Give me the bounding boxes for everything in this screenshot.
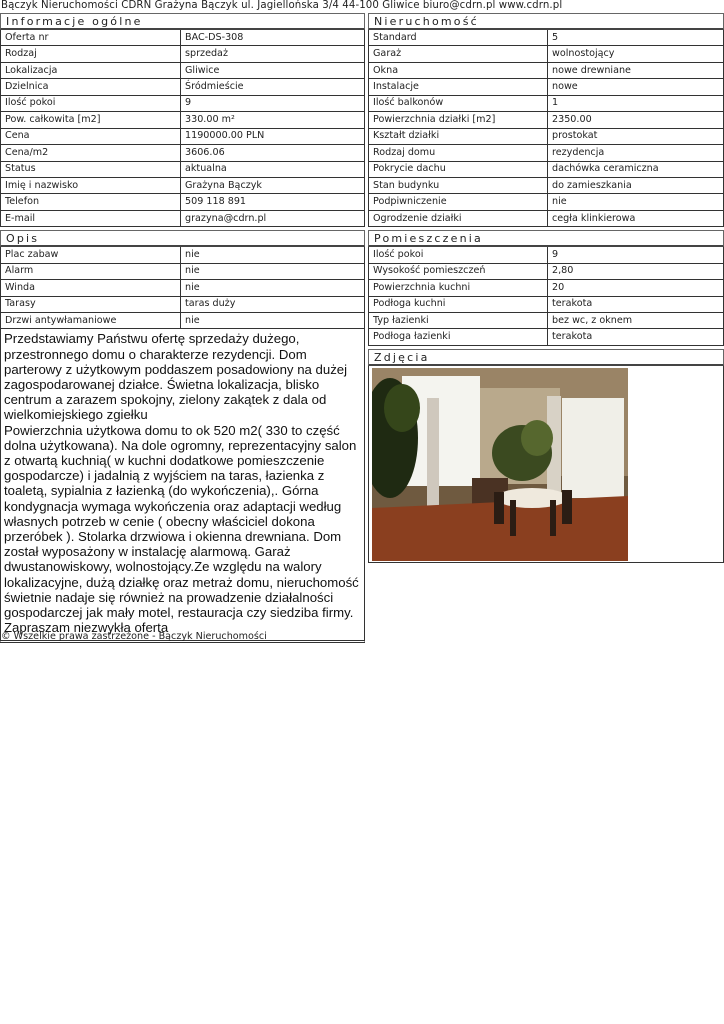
table-row: [1, 145, 365, 161]
row-label: Plac zabaw: [1, 247, 181, 263]
row-label: Okna: [369, 62, 548, 78]
row-value: nie: [181, 280, 365, 296]
row-value: prostokat: [548, 128, 724, 144]
row-label: Wysokość pomieszczeń: [369, 263, 548, 279]
table-row: [369, 247, 724, 263]
table-row: [1, 62, 365, 78]
table-row: [369, 95, 724, 111]
table-row: [369, 112, 724, 128]
table-row: [369, 79, 724, 95]
row-value: Gliwice: [181, 62, 365, 78]
row-label: Winda: [1, 280, 181, 296]
row-value: terakota: [548, 296, 724, 312]
table-row: [1, 296, 365, 312]
table-row: [1, 177, 365, 193]
row-value: nie: [181, 247, 365, 263]
row-label: Standard: [369, 30, 548, 46]
row-value: terakota: [548, 329, 724, 345]
table-row: [369, 194, 724, 210]
row-label: Garaż: [369, 46, 548, 62]
row-label: Cena: [1, 128, 181, 144]
dining-room-image: [372, 368, 628, 561]
row-label: Telefon: [1, 194, 181, 210]
row-value: 9: [181, 95, 365, 111]
row-label: Kształt działki: [369, 128, 548, 144]
row-value: 2350.00: [548, 112, 724, 128]
row-value: nowe drewniane: [548, 62, 724, 78]
row-label: Podłoga łazienki: [369, 329, 548, 345]
row-label: Cena/m2: [1, 145, 181, 161]
section-title-photos: Zdjęcia: [368, 349, 724, 366]
section-title-rooms: Pomieszczenia: [368, 230, 724, 247]
row-value: 509 118 891: [181, 194, 365, 210]
info-table: [0, 30, 365, 227]
row-label: Rodzaj: [1, 46, 181, 62]
row-label: Instalacje: [369, 79, 548, 95]
section-title-opis: Opis: [0, 230, 365, 247]
table-row: [1, 263, 365, 279]
row-value: Śródmieście: [181, 79, 365, 95]
table-row: [369, 329, 724, 345]
row-value: 5: [548, 30, 724, 46]
table-row: [1, 128, 365, 144]
row-value: grazyna@cdrn.pl: [181, 210, 365, 226]
table-row: [369, 296, 724, 312]
row-label: Podpiwniczenie: [369, 194, 548, 210]
left-column: [0, 12, 365, 643]
section-title-property: Nieruchomość: [368, 13, 724, 30]
table-row: [1, 210, 365, 226]
row-label: Tarasy: [1, 296, 181, 312]
row-label: Lokalizacja: [1, 62, 181, 78]
row-label: Oferta nr: [1, 30, 181, 46]
row-label: Pow. całkowita [m2]: [1, 112, 181, 128]
opis-table: [0, 247, 365, 329]
table-row: [369, 145, 724, 161]
row-value: nie: [548, 194, 724, 210]
row-label: Ilość balkonów: [369, 95, 548, 111]
row-label: Powierzchnia kuchni: [369, 280, 548, 296]
table-row: [369, 161, 724, 177]
table-row: [369, 210, 724, 226]
table-row: [1, 280, 365, 296]
row-value: cegła klinkierowa: [548, 210, 724, 226]
table-row: [1, 161, 365, 177]
row-label: Imię i nazwisko: [1, 177, 181, 193]
row-value: Grażyna Bączyk: [181, 177, 365, 193]
section-title-info: Informacje ogólne: [0, 13, 365, 30]
row-value: aktualna: [181, 161, 365, 177]
row-value: do zamieszkania: [548, 177, 724, 193]
row-label: Pokrycie dachu: [369, 161, 548, 177]
table-row: [369, 62, 724, 78]
row-value: dachówka ceramiczna: [548, 161, 724, 177]
table-row: [1, 95, 365, 111]
photo-frame: [368, 366, 724, 563]
row-label: Rodzaj domu: [369, 145, 548, 161]
rooms-table: [368, 247, 724, 346]
row-value: 2,80: [548, 263, 724, 279]
row-value: nie: [181, 263, 365, 279]
row-value: taras duży: [181, 296, 365, 312]
property-table: [368, 30, 724, 227]
row-label: Ogrodzenie działki: [369, 210, 548, 226]
row-label: Status: [1, 161, 181, 177]
footer-copyright: © Wszelkie prawa zastrzeżone - Bączyk Nieruchomości: [1, 631, 267, 642]
right-column: [368, 12, 724, 563]
row-value: 330.00 m²: [181, 112, 365, 128]
table-row: [1, 112, 365, 128]
row-value: bez wc, z oknem: [548, 313, 724, 329]
description-paragraph: Przedstawiamy Państwu ofertę sprzedaży dużego, przestronnego domu o charakterze rezydencji. Dom parterowy z użytkowym poddaszem posadowiony na dużej zagospodarowanej działce. Świetna lokalizacja, blisko centrum a zarazem spokojny, zielony zakątek z dala od wielkomiejskiego zgiełku: [4, 331, 348, 423]
row-label: Powierzchnia działki [m2]: [369, 112, 548, 128]
table-row: [1, 79, 365, 95]
table-row: [369, 30, 724, 46]
row-label: Dzielnica: [1, 79, 181, 95]
table-row: [369, 128, 724, 144]
row-value: BAC-DS-308: [181, 30, 365, 46]
row-value: 9: [548, 247, 724, 263]
row-value: 20: [548, 280, 724, 296]
row-value: nowe: [548, 79, 724, 95]
table-row: [1, 194, 365, 210]
row-label: Alarm: [1, 263, 181, 279]
row-label: Stan budynku: [369, 177, 548, 193]
description-text: [0, 329, 365, 642]
table-row: [369, 177, 724, 193]
table-row: [1, 313, 365, 329]
row-value: 1: [548, 95, 724, 111]
row-label: Drzwi antywłamaniowe: [1, 313, 181, 329]
row-value: nie: [181, 313, 365, 329]
table-row: [369, 263, 724, 279]
row-label: Ilość pokoi: [369, 247, 548, 263]
row-value: 1190000.00 PLN: [181, 128, 365, 144]
table-row: [369, 280, 724, 296]
row-label: E-mail: [1, 210, 181, 226]
table-row: [1, 247, 365, 263]
row-label: Typ łazienki: [369, 313, 548, 329]
property-photo[interactable]: [372, 368, 628, 561]
description-paragraph: Zapraszam niezwykła oferta: [4, 620, 169, 636]
table-row: [1, 46, 365, 62]
row-value: 3606.06: [181, 145, 365, 161]
row-label: Ilość pokoi: [1, 95, 181, 111]
row-value: wolnostojący: [548, 46, 724, 62]
row-label: Podłoga kuchni: [369, 296, 548, 312]
table-row: [369, 46, 724, 62]
page-header: Bączyk Nieruchomości CDRN Grażyna Bączyk ul. Jagiellońska 3/4 44-100 Gliwice biuro@cdrn.pl www.cdrn.pl: [1, 0, 563, 11]
table-row: [369, 313, 724, 329]
row-value: rezydencja: [548, 145, 724, 161]
row-value: sprzedaż: [181, 46, 365, 62]
table-row: [1, 30, 365, 46]
description-paragraph: Powierzchnia użytkowa domu to ok 520 m2( 330 to część dolna użytkowana). Na dole ogromny, reprezentacyjny salon z otwartą kuchnią( w kuchni dodatkowe pomieszczenie gospodarcze) i jadalnią z wyjściem na taras, łazienka z toaletą, sypialnia z łazienką (do wykończenia),. Górna kondygnacja wymaga wykończenia oraz adaptacji według własnych potrzeb w cenie ( obecny właściciel dokona przeróbek ). Stolarka drzwiowa i okienna drewniana. Dom został wyposażony w instalację alarmową. Garaż dwustanowiskowy, wolnostojący.Ze względu na walory lokalizacyjne, dużą działkę oraz metraż domu, nieruchomość świetnie nadaje się również na prowadzenie działalności gospodarczej jak mały motel, restauracja czy siedziba firmy.: [4, 422, 359, 621]
